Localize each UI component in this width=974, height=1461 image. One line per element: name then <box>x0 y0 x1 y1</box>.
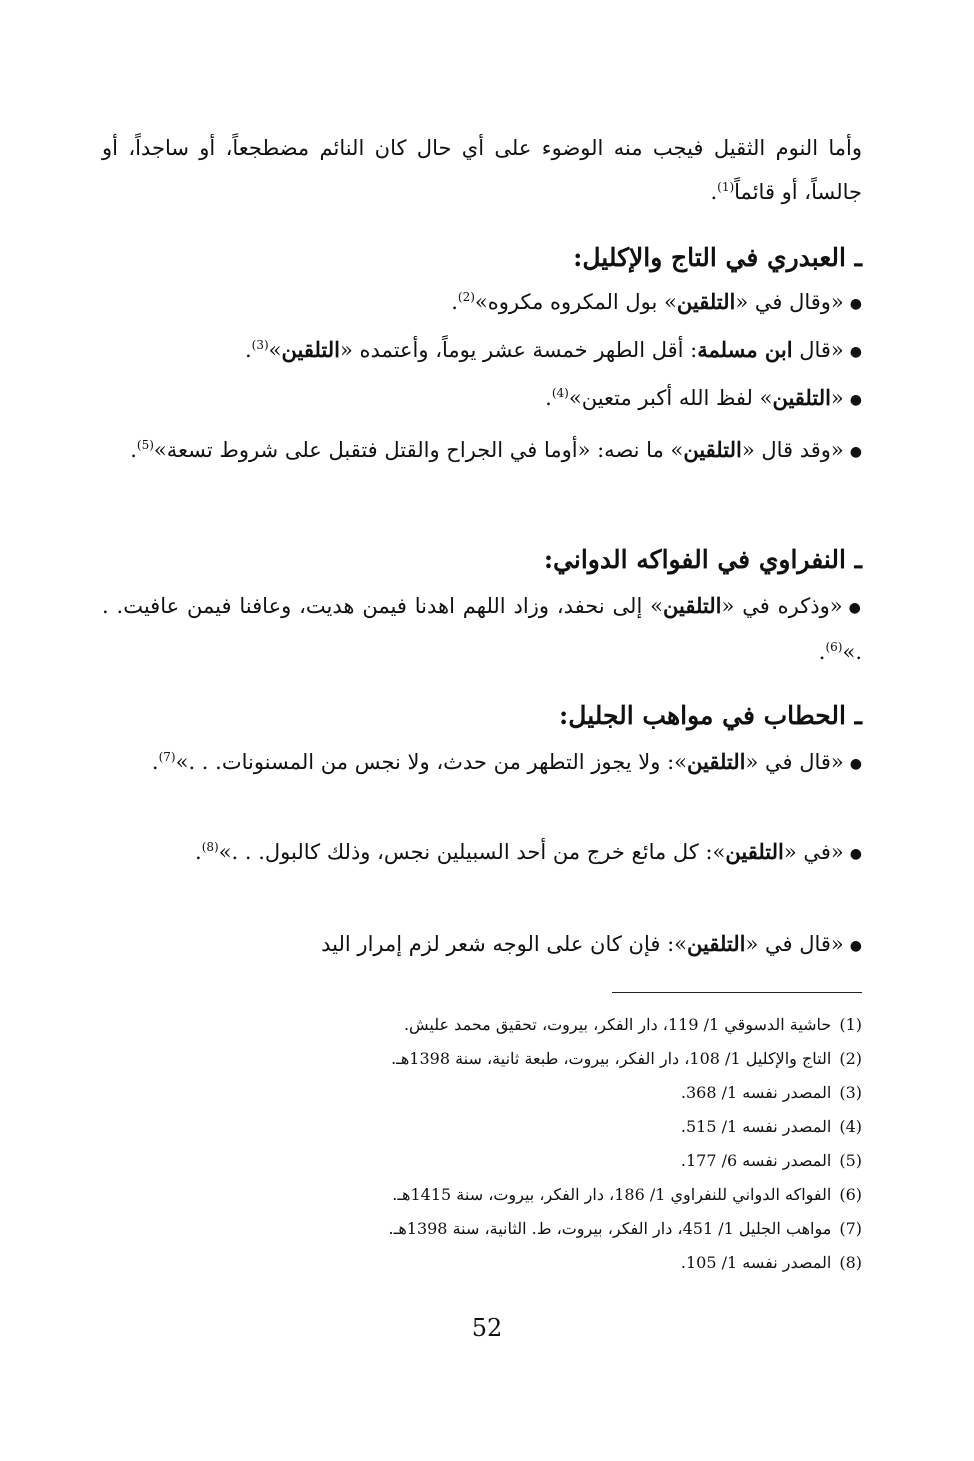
footnote-number: (1) <box>839 1015 862 1034</box>
footnote-item <box>162 1212 862 1246</box>
sentence-end: . <box>451 290 458 314</box>
bullet-item <box>102 830 862 876</box>
footnote-ref: (6) <box>825 639 843 654</box>
item-text: «وقال في « <box>735 290 844 314</box>
bullet-item <box>102 584 862 674</box>
footnote-text: حاشية الدسوقي 1/ 119، دار الفكر، بيروت، تحقيق محمد عليش. <box>403 1015 832 1034</box>
item-bold: التلقين <box>663 593 722 618</box>
sentence-end: . <box>195 840 202 864</box>
footnote-ref: (4) <box>551 386 569 400</box>
footnote-text: المصدر نفسه 1/ 515. <box>680 1117 832 1136</box>
bullet-icon: ● <box>849 845 862 862</box>
footnote-number: (7) <box>839 1219 862 1238</box>
footnote-item <box>162 1042 862 1076</box>
bullet-item <box>102 376 862 422</box>
footnote-item <box>162 1178 862 1212</box>
footnote-number: (5) <box>839 1151 862 1170</box>
sentence-end: . <box>545 386 552 410</box>
page-number: 52 <box>471 1314 503 1342</box>
footnote-ref: (3) <box>251 338 269 352</box>
item-text: : أقل الطهر خمسة عشر يوماً، وأعتمده « <box>340 338 698 362</box>
item-bold: التلقين <box>683 437 742 462</box>
footnote-item <box>162 1144 862 1178</box>
bullet-item <box>102 922 862 968</box>
item-text: «قال في « <box>745 932 844 956</box>
footnote-ref: (8) <box>201 840 219 854</box>
intro-paragraph <box>102 126 862 214</box>
footnote-text: مواهب الجليل 1/ 451، دار الفكر، بيروت، ط. الثانية، سنة 1398هـ. <box>388 1219 832 1238</box>
bullet-item <box>102 280 862 326</box>
bullet-icon: ● <box>848 599 862 616</box>
footnote-text: التاج والإكليل 1/ 108، دار الفكر، بيروت، طبعة ثانية، سنة 1398هـ. <box>391 1049 832 1068</box>
footnote-ref: (7) <box>158 750 176 764</box>
footnote-text: الفواكه الدواني للنفراوي 1/ 186، دار الفكر، بيروت، سنة 1415هـ. <box>392 1185 832 1204</box>
item-bold: التلقين <box>687 931 746 956</box>
section-heading-abdari: ـ العبدري في التاج والإكليل: <box>573 243 862 272</box>
bullet-item <box>102 428 862 474</box>
footnote-ref: (2) <box>457 290 475 304</box>
footnote-text: المصدر نفسه 1/ 368. <box>680 1083 832 1102</box>
item-text: »: فإن كان على الوجه شعر لزم إمرار اليد <box>321 932 688 956</box>
bullet-icon: ● <box>849 937 862 954</box>
bullet-icon: ● <box>849 443 862 460</box>
item-text: »: ولا يجوز التطهر من حدث، ولا نجس من المسنونات. . .» <box>175 750 688 774</box>
section-heading-hattab: ـ الحطاب في مواهب الجليل: <box>559 701 862 730</box>
bullet-item <box>102 328 862 374</box>
item-text: » لفظ الله أكبر متعين» <box>568 386 773 410</box>
sentence-end: . <box>244 338 252 362</box>
bullet-icon: ● <box>849 755 862 772</box>
item-text: «وقد قال « <box>741 438 844 462</box>
footnote-item <box>162 1246 862 1280</box>
item-text: » ما نصه: «أوما في الجراح والقتل فتقبل على شروط تسعة» <box>153 438 684 462</box>
item-text: «قال <box>792 338 844 362</box>
item-bold: التلقين <box>772 385 831 410</box>
item-text: « <box>830 386 844 410</box>
footnote-item <box>162 1076 862 1110</box>
item-bold: التلقين <box>725 839 784 864</box>
intro-text: وأما النوم الثقيل فيجب منه الوضوء على أي حال كان النائم مضطجعاً، أو ساجداً، أو جالساً، أو قائماً <box>102 136 862 204</box>
item-text: » <box>268 338 282 362</box>
footnote-ref: (5) <box>136 438 154 452</box>
section-heading-nafrawi: ـ النفراوي في الفواكه الدواني: <box>543 545 862 574</box>
item-text: » إلى نحفد، وزاد اللهم اهدنا فيمن هديت، وعافنا فيمن عافيت. . .» <box>102 594 862 664</box>
bullet-icon: ● <box>849 343 862 360</box>
footnote-number: (3) <box>839 1083 862 1102</box>
sentence-end: . <box>818 639 826 664</box>
sentence-end: . <box>130 438 137 462</box>
item-text: » بول المكروه مكروه» <box>474 290 677 314</box>
footnote-number: (4) <box>839 1117 862 1136</box>
sentence-end: . <box>710 180 718 204</box>
item-text: «وذكره في « <box>721 594 843 618</box>
bullet-icon: ● <box>849 391 862 408</box>
footnote-ref: (1) <box>717 180 735 194</box>
item-text: »: كل مائع خرج من أحد السبيلين نجس، وذلك كالبول. . .» <box>218 840 726 864</box>
footnote-item <box>162 1110 862 1144</box>
footnote-item <box>162 1008 862 1042</box>
item-bold: التلقين <box>281 337 340 362</box>
footnote-number: (6) <box>839 1185 862 1204</box>
item-text: «في « <box>783 840 844 864</box>
footnote-divider <box>612 992 862 993</box>
item-bold: التلقين <box>676 289 736 314</box>
footnote-number: (2) <box>839 1049 862 1068</box>
footnote-text: المصدر نفسه 6/ 177. <box>680 1151 832 1170</box>
sentence-end: . <box>151 750 159 774</box>
item-text: «قال في « <box>745 750 844 774</box>
item-bold: ابن مسلمة <box>697 337 793 362</box>
footnote-number: (8) <box>839 1253 862 1272</box>
bullet-icon: ● <box>849 295 862 312</box>
bullet-item <box>102 740 862 786</box>
item-bold: التلقين <box>687 749 746 774</box>
footnotes-list <box>162 1008 862 1280</box>
footnote-text: المصدر نفسه 1/ 105. <box>680 1253 832 1272</box>
